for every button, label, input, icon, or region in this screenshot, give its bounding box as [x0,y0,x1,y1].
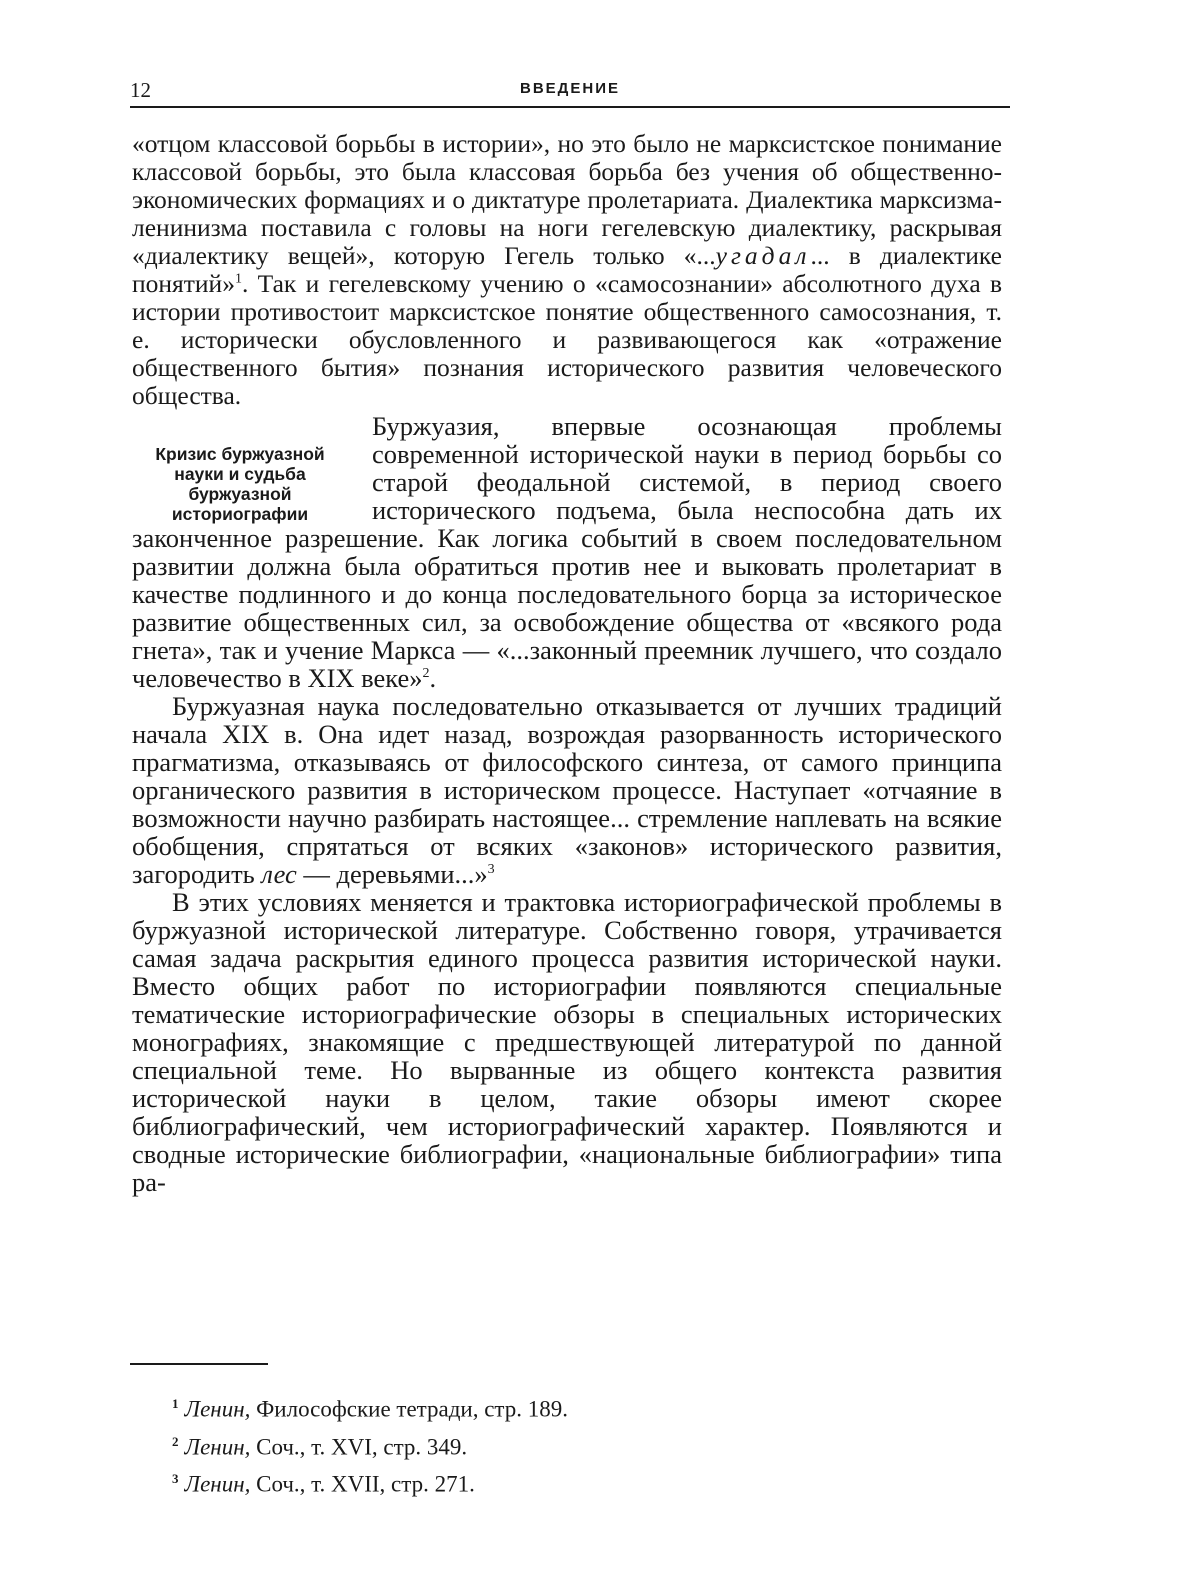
running-head: ВВЕДЕНИЕ [520,80,620,97]
paragraph-3-text-a: Буржуазная наука последовательно отказывается от лучших традиций начала XIX в. Она идет назад, возрождая разорванность исторического прагматизма, отказываясь от философского синтеза, от самого принципа органического развития в историческом процессе. Наступает «отчаяние в возможности научно разбирать настоящее... стремление наплевать на всякие обобщения, спрятаться от всяких «законов» исторического развития, загородить [132,691,1002,889]
footnote-author: Ленин, [184,1434,251,1460]
margin-heading: Кризис буржуазной науки и судьба буржуазной историографии [155,444,325,524]
footnote [172,1428,872,1462]
paragraph-1-emphasis: угадал [715,241,811,270]
footnote-divider [130,1363,268,1365]
paragraph-3-emphasis: лес [261,859,297,889]
footnote-text: Философские тетради, стр. 189. [250,1396,569,1422]
paragraph-2-text-a: Буржуазия, впервые осознающая проблемы современной исторической науки в период борьбы со старой феодальной системой, в период своего исторического подъема, была неспособна дать их законченное разрешение. Как логика событий в своем последовательном развитии должна была обратиться против нее и выковать пролетариат в качестве подлинного и до конца последовательного борца за историческое развитие общественных сил, за освобождение общества от «всякого рода гнета», так и учение Маркса — «...законный преемник лучшего, что создало человечество в XIX веке» [132,411,1002,693]
page-header [130,76,1010,108]
footnotes [172,1390,872,1503]
paragraph-1 [132,130,1002,410]
footnote-text: Соч., т. XVI, стр. 349. [250,1434,468,1460]
paragraph-3-text-c: — деревьями...» [296,859,488,889]
paragraph-1-text-c: ... в диалектике понятий» [132,241,1002,298]
footnote-author: Ленин, [184,1471,251,1497]
page-number: 12 [130,78,151,102]
footnote-text: Соч., т. XVII, стр. 271. [250,1471,475,1497]
paragraph-3 [132,692,1002,888]
footnote-ref-3[interactable]: 3 [487,862,495,878]
footnote-mark: 1 [172,1396,179,1411]
footnote-ref-1[interactable]: 1 [234,271,242,287]
paragraph-2-text-b: . [429,663,437,693]
footnote [172,1390,872,1424]
footnote-ref-2[interactable]: 2 [422,666,430,682]
section-bourgeois-crisis [132,412,1002,692]
footnote-mark: 2 [172,1433,179,1449]
paragraph-1-text-a: «отцом классовой борьбы в истории», но это было не марксистское понимание классовой борьбы, это была классовая борьба без учения об общественно-экономических формациях и о диктатуре пролетариата. Диалектика марксизма-ленинизма поставила с головы на ноги гегелевскую диалектику, раскрывая «диалектику вещей», которую Гегель только «... [132,129,1002,270]
paragraph-1-text-d: . Так и гегелевскому учению о «самосознании» абсолютного духа в истории противостоит марксистское понятие общественного самосознания, т. е. исторически обусловленного и развивающегося как «отражение общественного бытия» познания исторического развития человеческого общества. [132,269,1002,410]
paragraph-4: В этих условиях меняется и трактовка историографической проблемы в буржуазной исторической литературе. Собственно говоря, утрачивается самая задача раскрытия единого процесса развития исторической науки. Вместо общих работ по историографии появляются специальные тематические историографические обзоры в специальных исторических монографиях, знакомящие с предшествующей литературой по данной специальной теме. Но вырванные из общего контекста развития исторической науки в целом, такие обзоры имеют скорее библиографический, чем историографический характер. Появляются и сводные исторические библиографии, «национальные библиографии» типа ра- [132,887,1002,1197]
body-text [132,130,1002,1196]
footnote-author: Ленин, [184,1396,251,1422]
footnote [172,1465,872,1499]
footnote-mark: 3 [172,1471,179,1487]
